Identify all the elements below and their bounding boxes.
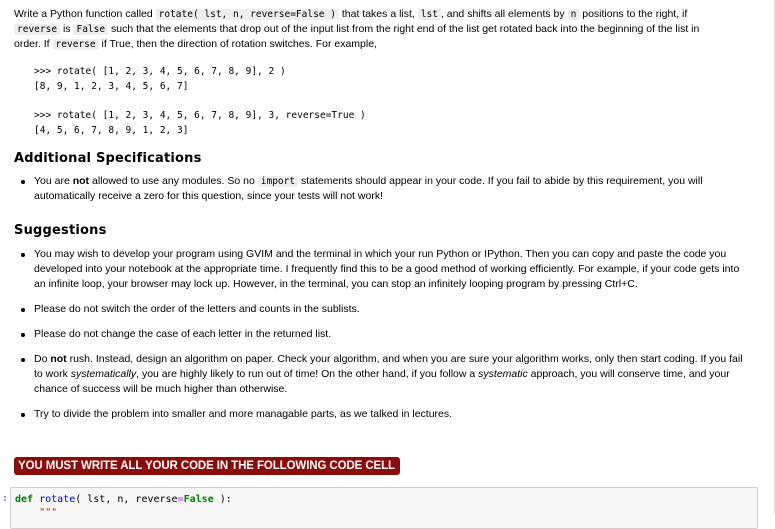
- intro-text: is: [60, 23, 74, 35]
- cell-prompt: :: [2, 493, 9, 504]
- code-args: ( lst, n, reverse: [75, 494, 178, 505]
- code-cell-warning-banner: YOU MUST WRITE ALL YOUR CODE IN THE FOLLOWING CODE CELL: [14, 457, 400, 475]
- intro-text: that takes a list,: [338, 8, 418, 20]
- emphasis-text: systematically: [70, 368, 137, 380]
- item-text: , you are highly likely to run out of time! On the other hand, if you follow a: [136, 368, 479, 380]
- example-call: >>> rotate( [1, 2, 3, 4, 5, 6, 7, 8, 9], 3, reverse=True ): [34, 110, 366, 121]
- inline-code: rotate( lst, n, reverse=False ): [156, 9, 339, 20]
- item-text: statements should appear in your code. If you fail to abide by this requirement, you will automatically receive a zero for this question, since your tests will not work!: [34, 175, 703, 202]
- bold-text: not: [50, 353, 67, 365]
- example-result: [8, 9, 1, 2, 3, 4, 5, 6, 7]: [34, 81, 189, 92]
- item-text: rush. Instead, design an algorithm on paper. Check your algorithm, and when you are sure your algorithm works, only then start coding. If you fail to work: [34, 353, 743, 380]
- emphasis-text: systematic: [478, 368, 528, 380]
- intro-text: , and shifts all elements by: [440, 8, 568, 20]
- example-call: >>> rotate( [1, 2, 3, 4, 5, 6, 7, 8, 9], 2 ): [34, 66, 286, 77]
- item-text: Do: [34, 353, 51, 365]
- docstring-start: """: [39, 507, 58, 518]
- bold-text: not: [72, 175, 90, 187]
- list-item: [34, 174, 746, 204]
- heading-suggestions: Suggestions: [14, 223, 107, 238]
- function-name: rotate: [39, 494, 76, 505]
- list-item: Please do not change the case of each letter in the returned list.: [34, 327, 746, 342]
- inline-code: n: [568, 9, 580, 20]
- example-result: [4, 5, 6, 7, 8, 9, 1, 2, 3]: [34, 125, 189, 136]
- list-item: Try to divide the problem into smaller and more managable parts, as we talked in lectures.: [34, 407, 746, 422]
- inline-code: lst: [418, 9, 441, 20]
- intro-text: positions to the right, if: [579, 8, 688, 20]
- item-text: allowed to use any modules. So no: [89, 175, 258, 187]
- inline-code: import: [258, 176, 298, 187]
- heading-additional-specifications: Additional Specifications: [14, 151, 202, 166]
- suggestions-list: [14, 247, 746, 422]
- instructions-panel: [14, 7, 762, 422]
- intro-text: order. If: [14, 38, 53, 50]
- item-text: You are: [34, 175, 73, 187]
- code-cell-editor[interactable]: [10, 487, 758, 529]
- inline-code: reverse: [53, 39, 99, 50]
- specifications-list: [14, 174, 746, 204]
- list-item: Please do not switch the order of the letters and counts in the sublists.: [34, 302, 746, 317]
- operator-equals: =: [177, 494, 184, 505]
- keyword-false: False: [183, 494, 214, 505]
- item-text: approach, you will conserve time, and your chance of success will be much higher than otherwise.: [34, 368, 730, 395]
- list-item: You may wish to develop your program using GVIM and the terminal in which your run Python or IPython. Then you can copy and paste the code you developed into your notebook at the appropriate time. I frequently find this to be a good method of working efficiently. For example, if your code gets into an infinite loop, your browser may lock up. However, in the terminal, you can stop an infinitely looping program by pressing Ctrl+C.: [34, 247, 746, 292]
- inline-code: False: [73, 24, 108, 35]
- intro-text: if True, then the direction of rotation switches. For example,: [98, 38, 377, 50]
- list-item: [34, 352, 746, 397]
- intro-text: such that the elements that drop out of the input list from the right end of the list get rotated back into the beginning of the list in: [108, 23, 700, 35]
- code-content[interactable]: [15, 493, 232, 519]
- intro-text: Write a Python function called: [14, 8, 156, 20]
- intro-paragraph: [14, 7, 746, 52]
- code-args-end: ):: [213, 494, 232, 505]
- inline-code: reverse: [14, 24, 60, 35]
- keyword-def: def: [15, 494, 34, 505]
